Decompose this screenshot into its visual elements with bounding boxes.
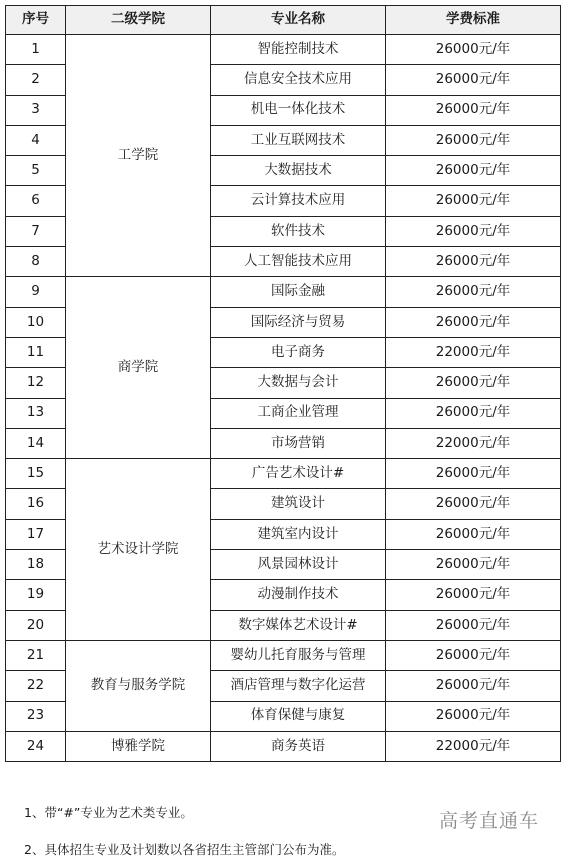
table-header-row <box>6 6 561 35</box>
row-index: 1 <box>6 35 66 65</box>
tuition-fee: 26000元/年 <box>386 610 561 640</box>
major-name: 云计算技术应用 <box>211 186 386 216</box>
row-index: 10 <box>6 307 66 337</box>
major-name: 国际金融 <box>211 277 386 307</box>
major-name: 国际经济与贸易 <box>211 307 386 337</box>
major-name: 软件技术 <box>211 216 386 246</box>
major-name: 风景园林设计 <box>211 550 386 580</box>
major-name: 体育保健与康复 <box>211 701 386 731</box>
college-name: 艺术设计学院 <box>66 459 211 641</box>
major-name: 数字媒体艺术设计# <box>211 610 386 640</box>
row-index: 22 <box>6 671 66 701</box>
tuition-fee: 26000元/年 <box>386 65 561 95</box>
row-index: 7 <box>6 216 66 246</box>
row-index: 4 <box>6 125 66 155</box>
row-index: 12 <box>6 368 66 398</box>
row-index: 18 <box>6 550 66 580</box>
row-index: 24 <box>6 731 66 761</box>
tuition-fee: 26000元/年 <box>386 550 561 580</box>
table-body <box>6 35 561 762</box>
college-name: 博雅学院 <box>66 731 211 761</box>
major-name: 工商企业管理 <box>211 398 386 428</box>
major-name: 人工智能技术应用 <box>211 247 386 277</box>
table-row <box>6 35 561 65</box>
header-major: 专业名称 <box>211 6 386 35</box>
tuition-fee: 26000元/年 <box>386 671 561 701</box>
row-index: 16 <box>6 489 66 519</box>
tuition-fee: 26000元/年 <box>386 156 561 186</box>
tuition-table <box>5 5 561 762</box>
tuition-fee: 26000元/年 <box>386 35 561 65</box>
major-name: 大数据技术 <box>211 156 386 186</box>
row-index: 21 <box>6 640 66 670</box>
tuition-fee: 26000元/年 <box>386 247 561 277</box>
row-index: 15 <box>6 459 66 489</box>
tuition-fee: 26000元/年 <box>386 580 561 610</box>
major-name: 大数据与会计 <box>211 368 386 398</box>
tuition-fee: 22000元/年 <box>386 731 561 761</box>
row-index: 14 <box>6 428 66 458</box>
row-index: 20 <box>6 610 66 640</box>
header-college: 二级学院 <box>66 6 211 35</box>
major-name: 商务英语 <box>211 731 386 761</box>
row-index: 19 <box>6 580 66 610</box>
row-index: 5 <box>6 156 66 186</box>
tuition-fee: 26000元/年 <box>386 216 561 246</box>
tuition-fee: 26000元/年 <box>386 459 561 489</box>
header-index: 序号 <box>6 6 66 35</box>
major-name: 建筑室内设计 <box>211 519 386 549</box>
college-name: 商学院 <box>66 277 211 459</box>
tuition-fee: 26000元/年 <box>386 519 561 549</box>
tuition-fee: 26000元/年 <box>386 125 561 155</box>
row-index: 6 <box>6 186 66 216</box>
table-row <box>6 277 561 307</box>
note-enrollment-plan: 2、具体招生专业及计划数以各省招生主管部门公布为准。 <box>24 842 345 857</box>
major-name: 智能控制技术 <box>211 35 386 65</box>
row-index: 23 <box>6 701 66 731</box>
header-fee: 学费标准 <box>386 6 561 35</box>
row-index: 11 <box>6 337 66 367</box>
major-name: 广告艺术设计# <box>211 459 386 489</box>
major-name: 信息安全技术应用 <box>211 65 386 95</box>
tuition-fee: 26000元/年 <box>386 489 561 519</box>
tuition-fee: 26000元/年 <box>386 307 561 337</box>
table-row <box>6 731 561 761</box>
tuition-fee: 26000元/年 <box>386 277 561 307</box>
tuition-fee: 26000元/年 <box>386 640 561 670</box>
row-index: 3 <box>6 95 66 125</box>
row-index: 8 <box>6 247 66 277</box>
row-index: 17 <box>6 519 66 549</box>
tuition-fee: 26000元/年 <box>386 701 561 731</box>
major-name: 酒店管理与数字化运营 <box>211 671 386 701</box>
major-name: 市场营销 <box>211 428 386 458</box>
row-index: 9 <box>6 277 66 307</box>
tuition-fee: 22000元/年 <box>386 428 561 458</box>
table-row <box>6 640 561 670</box>
tuition-fee: 26000元/年 <box>386 186 561 216</box>
major-name: 电子商务 <box>211 337 386 367</box>
table-row <box>6 459 561 489</box>
tuition-fee: 22000元/年 <box>386 337 561 367</box>
major-name: 建筑设计 <box>211 489 386 519</box>
major-name: 动漫制作技术 <box>211 580 386 610</box>
tuition-fee: 26000元/年 <box>386 398 561 428</box>
watermark-text: 高考直通车 <box>438 810 539 832</box>
major-name: 机电一体化技术 <box>211 95 386 125</box>
note-art-majors: 1、带“#”专业为艺术类专业。 <box>24 805 193 820</box>
tuition-fee: 26000元/年 <box>386 95 561 125</box>
major-name: 工业互联网技术 <box>211 125 386 155</box>
row-index: 13 <box>6 398 66 428</box>
row-index: 2 <box>6 65 66 95</box>
major-name: 婴幼儿托育服务与管理 <box>211 640 386 670</box>
tuition-fee: 26000元/年 <box>386 368 561 398</box>
college-name: 工学院 <box>66 35 211 277</box>
college-name: 教育与服务学院 <box>66 640 211 731</box>
